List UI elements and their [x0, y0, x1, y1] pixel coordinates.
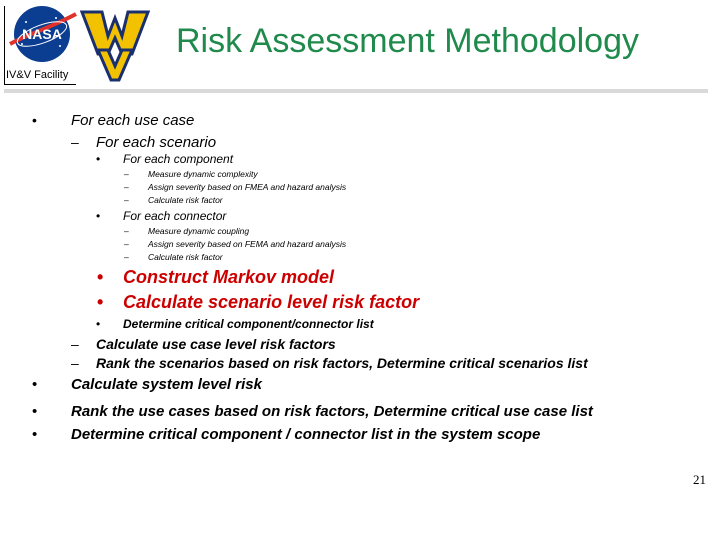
connector-step: Assign severity based on FEMA and hazard analysis: [148, 239, 347, 249]
outline-scenario-risk: Calculate scenario level risk factor: [123, 292, 420, 312]
bullet-marker: •: [32, 112, 37, 128]
outline-component: For each component: [123, 152, 234, 166]
header-bracket-vertical: [4, 6, 5, 84]
bullet-marker: •: [96, 209, 101, 223]
outline-critical-list: Determine critical component/connector list: [123, 317, 374, 331]
dash-marker: –: [124, 169, 129, 179]
page-number: 21: [693, 472, 706, 487]
component-step: Measure dynamic complexity: [148, 169, 258, 179]
connector-step: Measure dynamic coupling: [148, 226, 250, 236]
dash-marker: –: [124, 252, 129, 262]
outline-rank-use-cases: Rank the use cases based on risk factors, Determine critical use case list: [71, 403, 593, 420]
dash-marker: –: [124, 226, 129, 236]
dash-marker: –: [71, 355, 79, 371]
outline-use-case-risk: Calculate use case level risk factors: [96, 336, 336, 352]
title-divider: [4, 89, 708, 93]
facility-label: IV&V Facility: [6, 69, 69, 81]
bullet-marker: •: [96, 152, 101, 166]
component-step: Calculate risk factor: [148, 195, 223, 205]
wv-logo: [80, 10, 150, 82]
page-title: Risk Assessment Methodology: [176, 22, 639, 60]
nasa-logo: [6, 4, 78, 64]
nasa-logo-text: NASA: [22, 26, 62, 42]
bullet-marker: •: [32, 426, 38, 443]
dash-marker: –: [124, 239, 129, 249]
dash-marker: –: [71, 134, 79, 150]
dash-marker: –: [124, 195, 129, 205]
bullet-marker: •: [97, 267, 104, 287]
header-bracket-horizontal: [4, 84, 76, 85]
bullet-marker: •: [32, 376, 38, 393]
outline-system-scope: Determine critical component / connector list in the system scope: [71, 426, 541, 443]
outline-use-case: For each use case: [71, 112, 195, 129]
bullet-marker: •: [32, 403, 38, 420]
outline-connector: For each connector: [123, 209, 227, 223]
component-step: Assign severity based on FMEA and hazard analysis: [148, 182, 347, 192]
outline-rank-scenarios: Rank the scenarios based on risk factors, Determine critical scenarios list: [96, 355, 588, 371]
outline-scenario: For each scenario: [96, 134, 217, 151]
bullet-marker: •: [97, 292, 104, 312]
bullet-marker: •: [96, 317, 101, 331]
connector-step: Calculate risk factor: [148, 252, 223, 262]
outline-system-risk: Calculate system level risk: [71, 376, 262, 393]
dash-marker: –: [124, 182, 129, 192]
outline-markov-model: Construct Markov model: [123, 267, 335, 287]
dash-marker: –: [71, 336, 79, 352]
